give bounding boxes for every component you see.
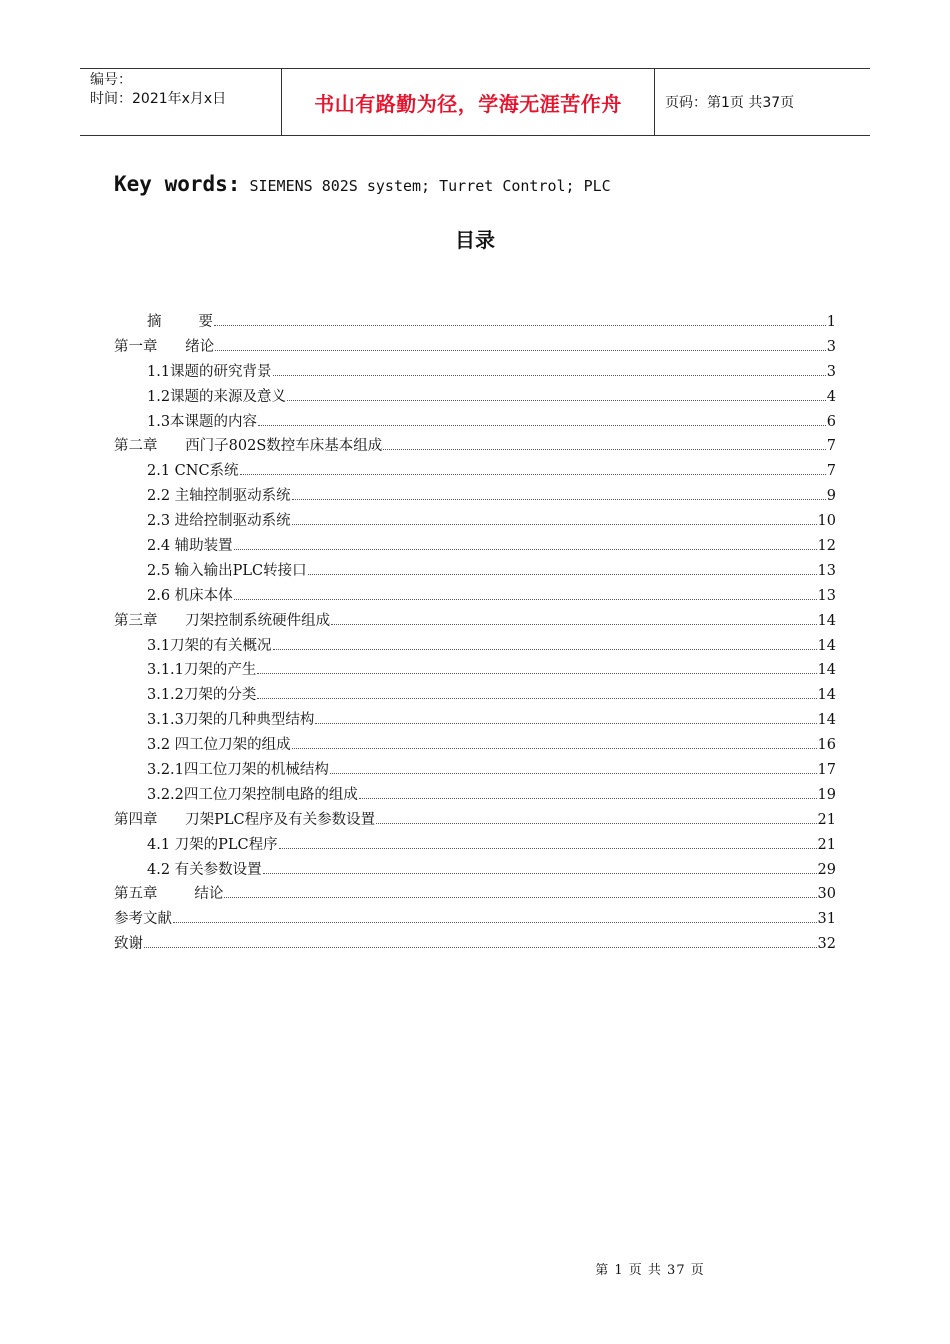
toc-entry[interactable] [114,758,836,783]
toc-entry-title: 3.2.1四工位刀架的机械结构 [147,762,329,779]
toc-dot-leader [273,640,817,650]
toc-entry-title: 第二章 西门子802S数控车床基本组成 [114,438,383,455]
toc-dot-leader [234,590,817,600]
toc-dot-leader [287,391,826,401]
toc-entry-title: 2.4 辅助装置 [147,538,233,555]
toc-dot-leader [258,416,826,426]
toc-entry[interactable] [114,733,836,758]
toc-entry-page: 4 [826,388,836,405]
toc-dot-leader [257,690,816,700]
toc-entry[interactable] [114,658,836,683]
toc-entry-page: 14 [817,637,836,654]
toc-entry-page: 7 [826,463,836,480]
toc-entry-page: 13 [817,587,836,604]
toc-entry[interactable] [114,833,836,858]
toc-entry-title: 2.3 进给控制驱动系统 [147,513,291,530]
header-motto: 书山有路勤为径，学海无涯苦作舟 [282,69,655,135]
toc-entry-page: 14 [817,662,836,679]
toc-entry-page: 13 [817,562,836,579]
page-footer: 第 1 页 共 37 页 [595,1263,705,1278]
toc-entry[interactable] [114,385,836,410]
toc-dot-leader [376,814,816,824]
toc-entry-title: 致谢 [114,936,143,953]
toc-entry-page: 12 [817,538,836,555]
toc-dot-leader [292,491,826,501]
toc-entry-title: 第一章 绪论 [114,338,215,355]
toc-entry-title: 4.1 刀架的PLC程序 [147,836,278,853]
toc-entry-page: 32 [817,936,836,953]
toc-entry-title: 1.3本课题的内容 [147,413,258,430]
keywords-text: SIEMENS 802S system; Turret Control; PLC [240,177,611,195]
header-code-label: 编号： [90,72,132,88]
header-date-label: 时间：2021年x月x日 [90,91,227,107]
toc-entry-page: 1 [826,314,836,330]
toc-entry-title: 2.6 机床本体 [147,587,233,604]
toc-dot-leader [224,889,816,899]
page-header [80,68,870,136]
toc-entry[interactable] [114,484,836,509]
toc-dot-leader [292,739,817,749]
toc-dot-leader [263,864,817,874]
toc-dot-leader [240,466,826,476]
toc-dot-leader [144,939,817,949]
toc-entry-title: 1.2课题的来源及意义 [147,388,287,405]
toc-entry[interactable] [114,708,836,733]
toc-entry[interactable] [114,858,836,883]
toc-entry-page: 21 [817,836,836,853]
toc-dot-leader [359,789,817,799]
toc-entry-title: 1.1课题的研究背景 [147,363,272,380]
toc-entry[interactable] [114,335,836,360]
toc-entry-page: 3 [826,363,836,380]
toc-entry[interactable] [114,559,836,584]
toc-dot-leader [315,715,816,725]
toc-dot-leader [234,540,817,550]
toc-dot-leader [173,914,817,924]
toc-entry-page: 29 [817,861,836,878]
toc-dot-leader [330,764,817,774]
toc-entry[interactable] [114,584,836,609]
toc-entry-title: 3.1刀架的有关概况 [147,637,272,654]
toc-dot-leader [214,316,826,326]
toc-entry-title: 3.1.1刀架的产生 [147,662,257,679]
toc-entry-title: 4.2 有关参数设置 [147,861,262,878]
toc-entry[interactable] [114,808,836,833]
toc-entry-page: 14 [817,687,836,704]
toc-dot-leader [279,839,817,849]
toc-entry-title: 第四章 刀架PLC程序及有关参数设置 [114,811,376,828]
toc-entry-title: 3.2.2四工位刀架控制电路的组成 [147,786,358,803]
toc-entry[interactable] [114,907,836,932]
header-meta [80,69,282,135]
keywords-line [114,172,611,196]
toc-entry-page: 10 [817,513,836,530]
toc-entry[interactable] [114,459,836,484]
toc-dot-leader [308,565,817,575]
toc-entry-page: 16 [817,737,836,754]
toc-dot-leader [215,341,826,351]
keywords-label: Key words: [114,172,241,196]
toc-entry-title: 2.5 输入输出PLC转接口 [147,562,307,579]
toc-dot-leader [257,665,816,675]
toc-entry[interactable] [114,410,836,435]
toc-entry[interactable] [114,783,836,808]
header-page-label: 页码：第1页 共37页 [665,95,795,111]
toc-entry-title: 摘 要 [147,314,213,330]
toc-entry[interactable] [114,609,836,634]
toc-entry-page: 7 [826,438,836,455]
table-of-contents [114,310,836,957]
toc-entry[interactable] [114,683,836,708]
toc-entry-page: 31 [817,911,836,928]
toc-entry-page: 14 [817,712,836,729]
toc-entry-page: 3 [826,338,836,355]
toc-entry-page: 19 [817,786,836,803]
toc-entry-title: 第五章 结论 [114,886,224,903]
toc-entry-page: 9 [826,488,836,505]
toc-dot-leader [273,366,826,376]
toc-entry-title: 参考文献 [114,911,172,928]
toc-entry[interactable] [114,310,836,335]
toc-entry[interactable] [114,509,836,534]
toc-entry-page: 6 [826,413,836,430]
toc-entry-page: 30 [817,886,836,903]
toc-entry[interactable] [114,534,836,559]
toc-entry-title: 2.2 主轴控制驱动系统 [147,488,291,505]
toc-entry-title: 3.2 四工位刀架的组成 [147,737,291,754]
toc-entry[interactable] [114,634,836,659]
toc-title: 目录 [455,228,495,252]
toc-entry[interactable] [114,932,836,957]
toc-entry-page: 21 [817,811,836,828]
toc-dot-leader [331,615,816,625]
toc-entry-title: 2.1 CNC系统 [147,463,239,480]
toc-dot-leader [383,441,826,451]
toc-entry[interactable] [114,882,836,907]
toc-entry-title: 3.1.2刀架的分类 [147,687,257,704]
toc-entry[interactable] [114,360,836,385]
toc-entry-page: 17 [817,762,836,779]
toc-entry-title: 第三章 刀架控制系统硬件组成 [114,612,331,629]
toc-entry[interactable] [114,434,836,459]
toc-entry-title: 3.1.3刀架的几种典型结构 [147,712,315,729]
toc-entry-page: 14 [817,612,836,629]
toc-dot-leader [292,515,817,525]
